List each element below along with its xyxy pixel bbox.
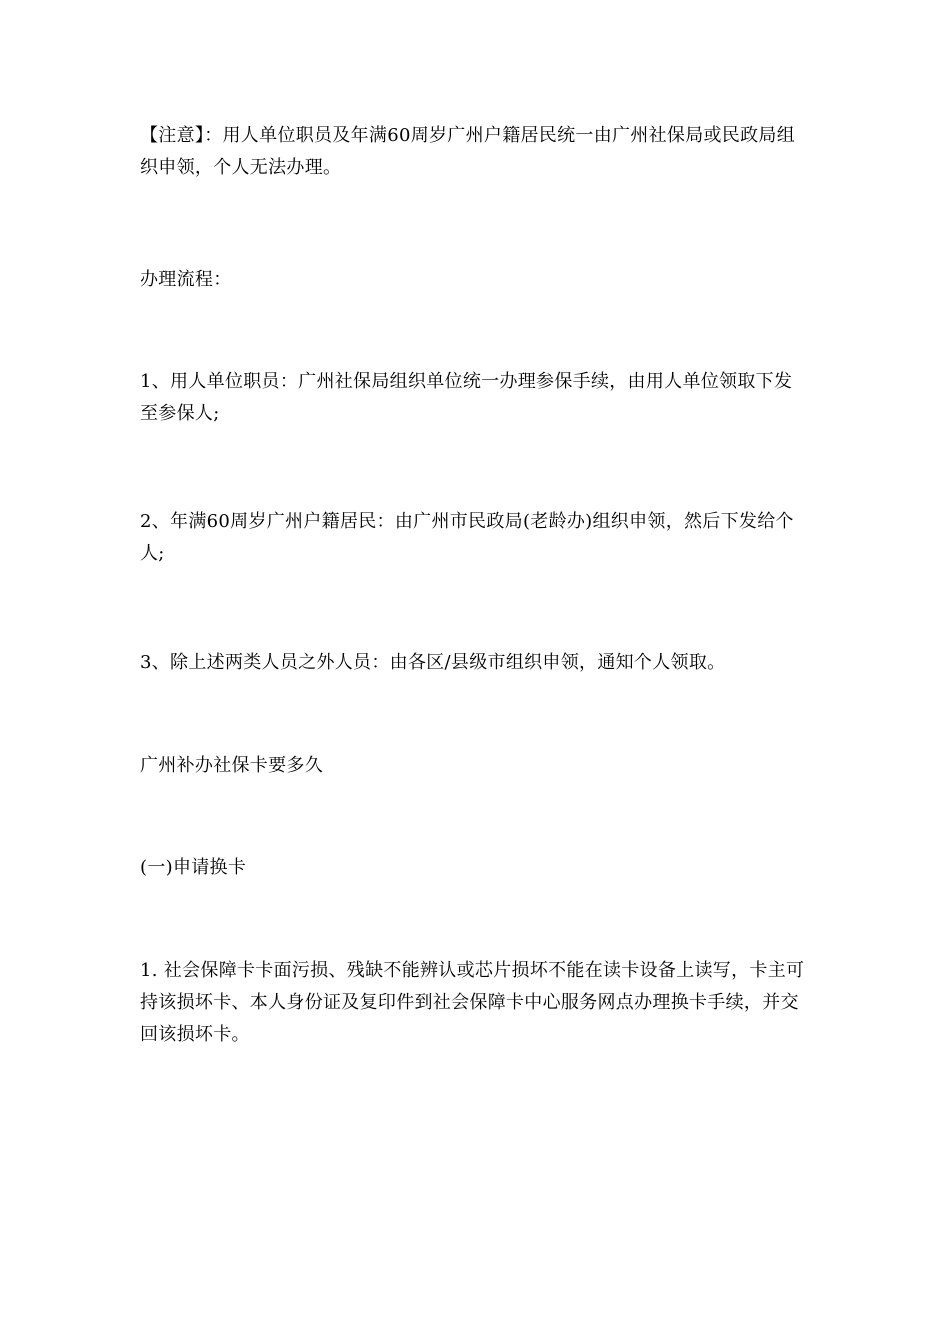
section-title: 广州补办社保卡要多久 [140,755,323,776]
notice-paragraph: 【注意】：用人单位职员及年满60周岁广州户籍居民统一由广州社保局或民政局组织申领，个人无法办理。 [140,125,796,178]
item-1-paragraph: 1. 社会保障卡卡面污损、残缺不能辨认或芯片损坏不能在读卡设备上读写，卡主可持该损坏卡、本人身份证及复印件到社会保障卡中心服务网点办理换卡手续，并交回该损坏卡。 [140,960,805,1045]
step-1-paragraph: 1、用人单位职员：广州社保局组织单位统一办理参保手续，由用人单位领取下发至参保人; [140,371,793,424]
process-heading: 办理流程： [140,269,232,290]
subsection-title: (一)申请换卡 [140,857,247,878]
step-3-paragraph: 3、除上述两类人员之外人员：由各区/县级市组织申领，通知个人领取。 [140,652,726,673]
step-2-paragraph: 2、年满60周岁广州户籍居民：由广州市民政局(老龄办)组织申领，然后下发给个人; [140,511,794,564]
